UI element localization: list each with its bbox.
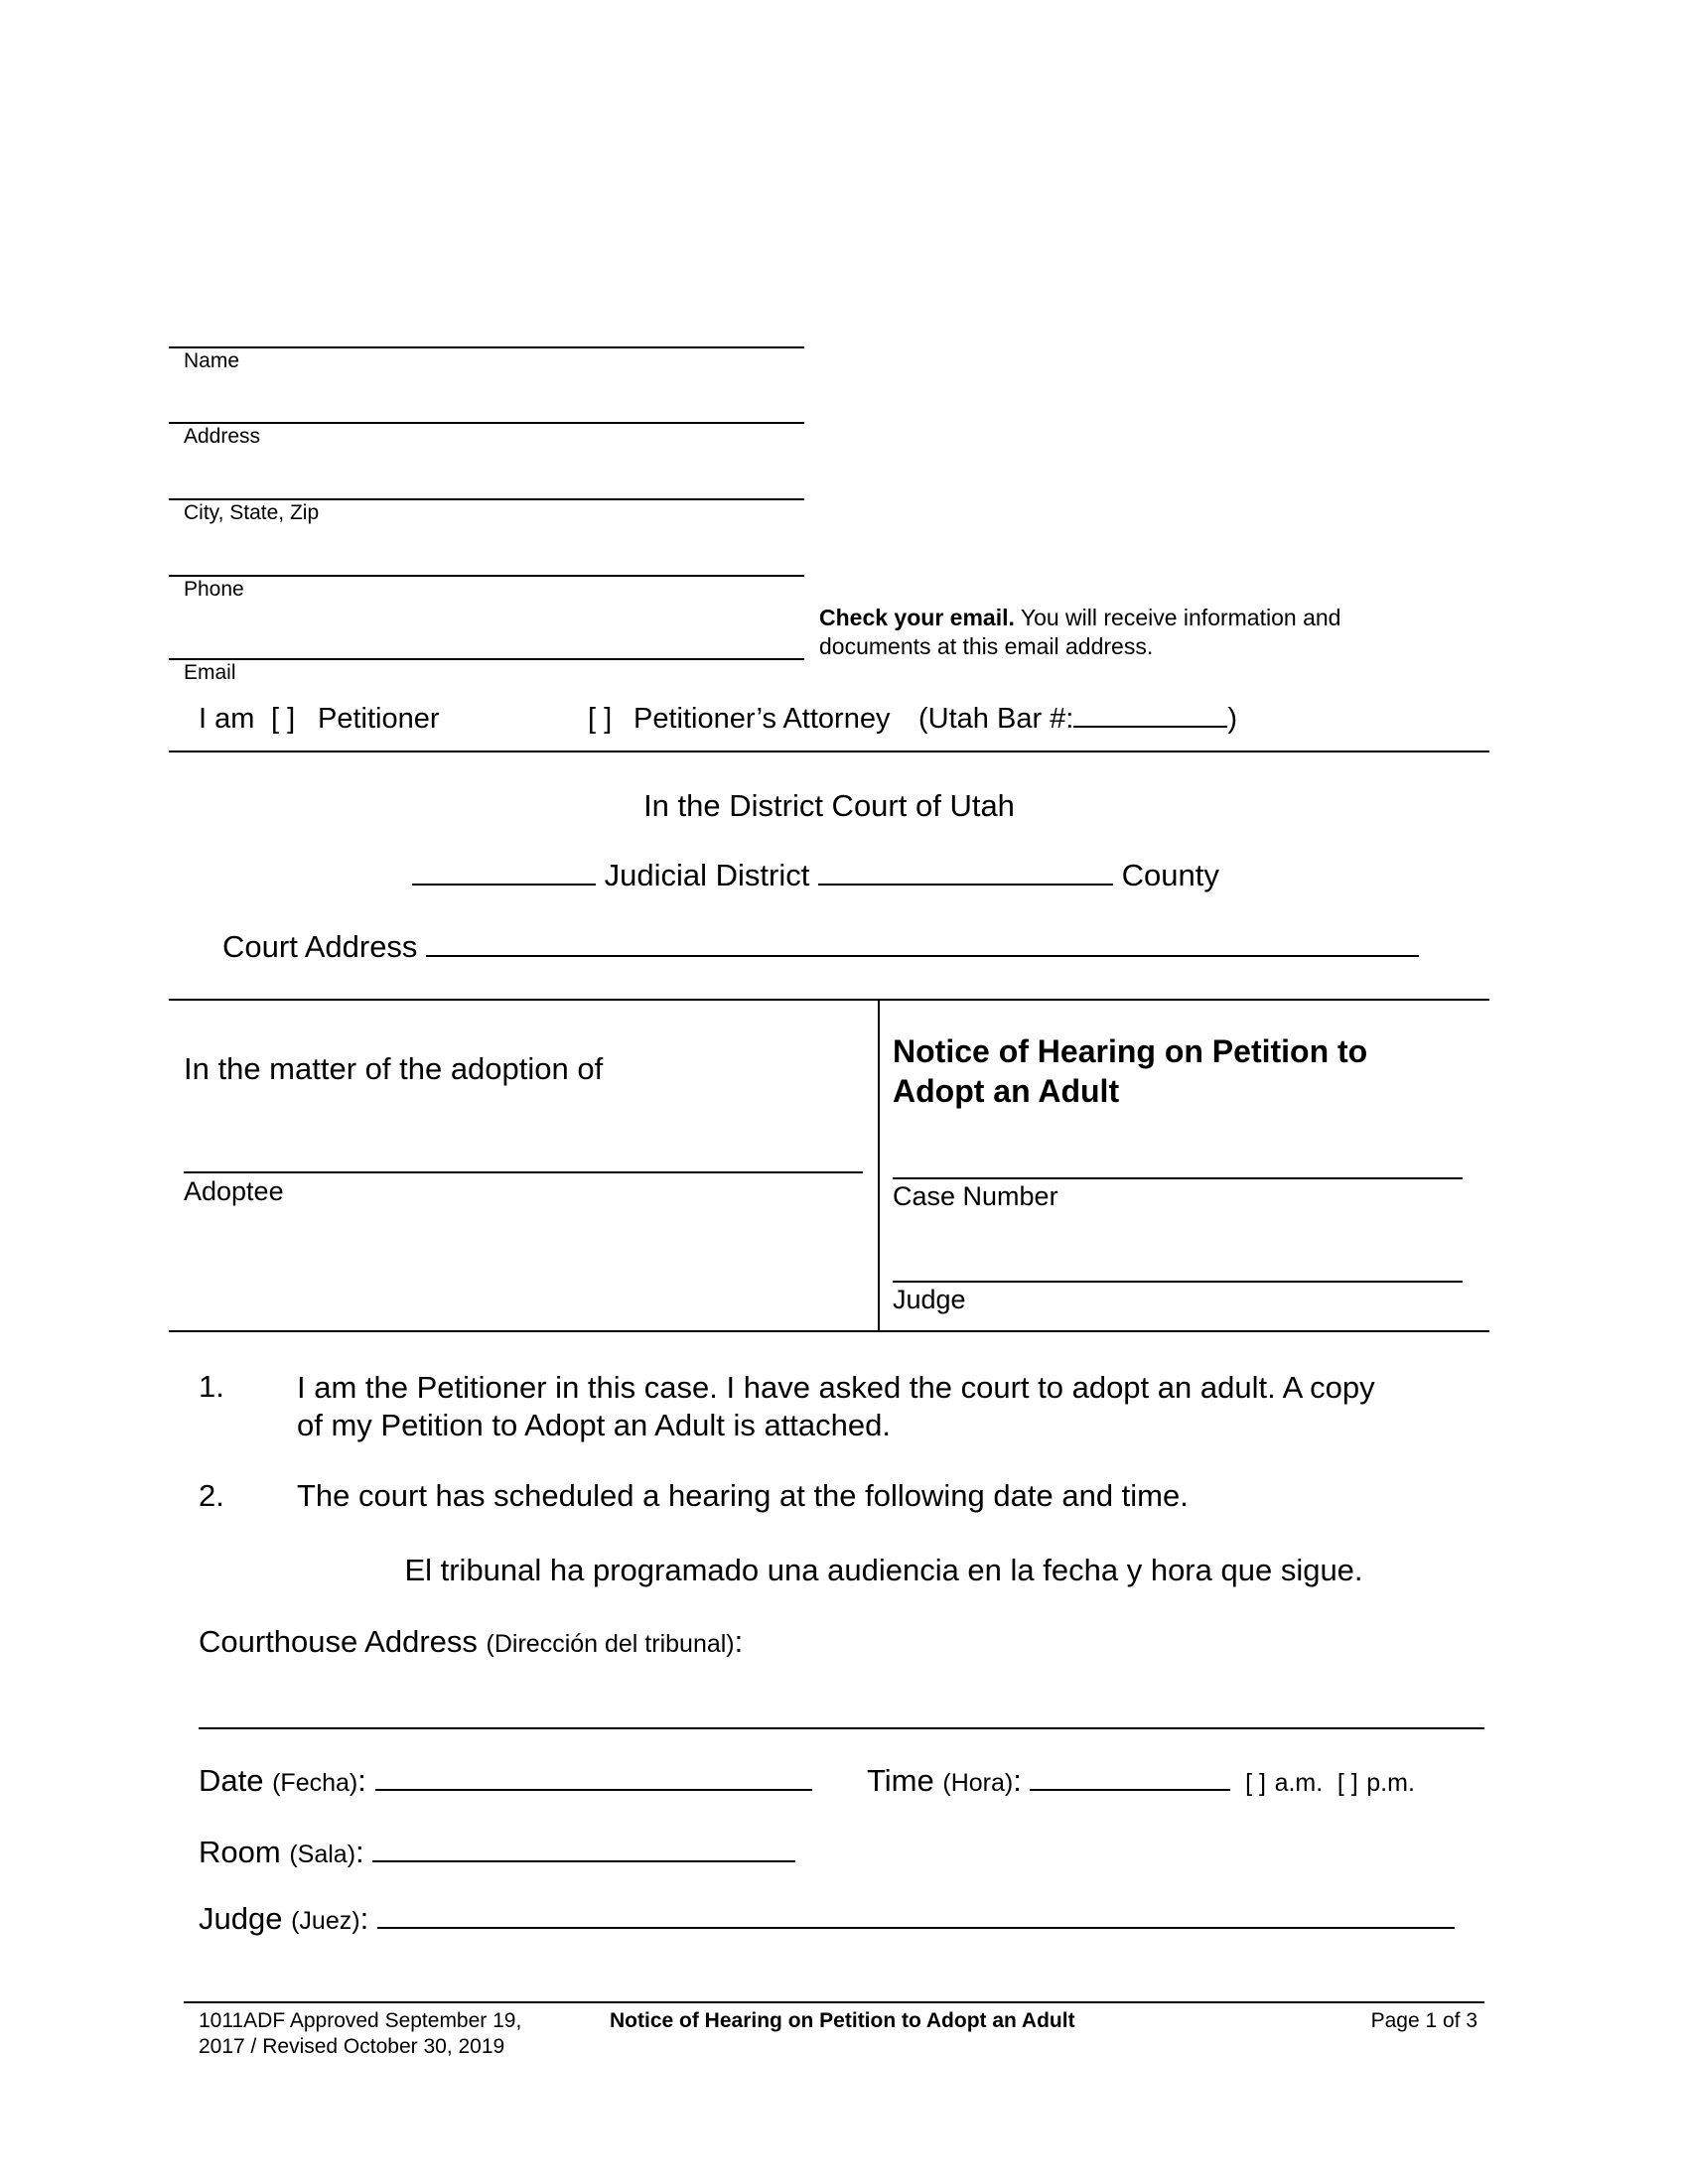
caption-divider: [878, 999, 880, 1331]
item1-text: [297, 1369, 1375, 1444]
footer-page-number: Page 1 of 3: [1370, 2009, 1477, 2032]
pm-label: p.m.: [1366, 1769, 1415, 1797]
adoptee-label: Adoptee: [184, 1176, 284, 1206]
date-colon: :: [357, 1763, 366, 1798]
courthouse-colon: :: [734, 1624, 744, 1659]
phone-label: Phone: [184, 578, 244, 601]
room-row: [199, 1835, 795, 1870]
courthouse-row: [199, 1624, 743, 1660]
item2-number: 2.: [199, 1478, 224, 1513]
court-address-row: [222, 929, 1419, 965]
courthouse-label: Courthouse Address: [199, 1624, 478, 1659]
phone-line[interactable]: [169, 575, 804, 577]
time-row: [867, 1763, 1415, 1799]
email-note: [819, 604, 1340, 661]
email-label: Email: [184, 661, 236, 684]
room-label: Room: [199, 1835, 281, 1869]
caption-bottom-border: [169, 1330, 1489, 1332]
hearing-judge-row: [199, 1901, 1455, 1937]
item2-text: The court has scheduled a hearing at the following date and time.: [297, 1478, 1189, 1513]
name-label: Name: [184, 349, 240, 372]
address-label: Address: [184, 425, 261, 448]
email-line[interactable]: [169, 658, 804, 660]
title-line1: Notice of Hearing on Petition to: [893, 1033, 1368, 1069]
district-line: [412, 858, 1219, 893]
name-line[interactable]: [169, 346, 804, 348]
item1-line2: of my Petition to Adopt an Adult is attached.: [297, 1408, 891, 1442]
date-label: Date: [199, 1763, 264, 1798]
caption-top-border: [169, 999, 1489, 1001]
petitioner-label: Petitioner: [318, 703, 440, 735]
hearing-judge-input[interactable]: [377, 1927, 1455, 1929]
time-es: (Hora): [942, 1769, 1014, 1797]
email-note-rest: You will receive information and: [1014, 605, 1341, 630]
item1-number: 1.: [199, 1369, 224, 1404]
time-label: Time: [867, 1763, 934, 1798]
petitioner-checkbox[interactable]: [ ]: [271, 703, 296, 735]
date-row: [199, 1763, 812, 1799]
court-address-label: Court Address: [222, 929, 418, 964]
room-es: (Sala): [289, 1841, 356, 1868]
judicial-district-label: Judicial District: [604, 858, 810, 892]
judge-label: Judge: [893, 1285, 966, 1314]
case-number-label: Case Number: [893, 1181, 1058, 1211]
city-line[interactable]: [169, 498, 804, 500]
footer-form-line2: 2017 / Revised October 30, 2019: [199, 2035, 505, 2058]
hearing-judge-colon: :: [359, 1901, 369, 1936]
matter-label: In the matter of the adoption of: [184, 1051, 604, 1086]
hearing-judge-label: Judge: [199, 1901, 283, 1936]
utah-bar: [918, 703, 1237, 736]
adoptee-line[interactable]: [184, 1171, 863, 1173]
email-note-line2: documents at this email address.: [819, 633, 1154, 659]
case-number-line[interactable]: [893, 1177, 1463, 1179]
date-es: (Fecha): [272, 1769, 358, 1797]
hearing-judge-es: (Juez): [291, 1907, 360, 1935]
header-divider: [169, 751, 1489, 752]
spanish-notice: El tribunal ha programado una audiencia en la fecha y hora que sigue.: [404, 1553, 1363, 1587]
document-title: [893, 1031, 1367, 1111]
item1-line1: I am the Petitioner in this case. I have asked the court to adopt an adult. A copy: [297, 1370, 1375, 1405]
court-address-input[interactable]: [426, 955, 1419, 957]
email-note-bold: Check your email.: [819, 605, 1015, 630]
courthouse-address-input[interactable]: [199, 1727, 1484, 1729]
room-colon: :: [355, 1835, 364, 1869]
county-label: County: [1121, 858, 1219, 892]
attorney-checkbox[interactable]: [ ]: [588, 703, 613, 735]
footer-form-info: [199, 2008, 521, 2060]
utah-bar-close: ): [1227, 703, 1238, 735]
i-am-label: I am: [199, 703, 255, 735]
pm-checkbox[interactable]: [ ]: [1336, 1769, 1358, 1797]
footer-title: Notice of Hearing on Petition to Adopt an Adult: [610, 2009, 1075, 2032]
utah-bar-input[interactable]: [1073, 726, 1227, 728]
attorney-label: Petitioner’s Attorney: [633, 703, 891, 735]
room-input[interactable]: [372, 1860, 795, 1862]
footer-divider: [184, 2001, 1484, 2003]
date-input[interactable]: [375, 1789, 812, 1791]
time-colon: :: [1013, 1763, 1022, 1798]
city-label: City, State, Zip: [184, 501, 320, 524]
am-checkbox[interactable]: [ ]: [1245, 1769, 1266, 1797]
judge-line[interactable]: [893, 1281, 1463, 1283]
am-label: a.m.: [1274, 1769, 1324, 1797]
court-heading: In the District Court of Utah: [643, 788, 1015, 823]
time-input[interactable]: [1030, 1789, 1230, 1791]
utah-bar-label: (Utah Bar #:: [918, 703, 1074, 735]
courthouse-es: (Dirección del tribunal): [486, 1630, 735, 1658]
district-number-input[interactable]: [412, 884, 596, 886]
county-input[interactable]: [818, 884, 1113, 886]
address-line[interactable]: [169, 422, 804, 424]
footer-form-line1: 1011ADF Approved September 19,: [199, 2009, 522, 2032]
title-line2: Adopt an Adult: [893, 1073, 1120, 1109]
